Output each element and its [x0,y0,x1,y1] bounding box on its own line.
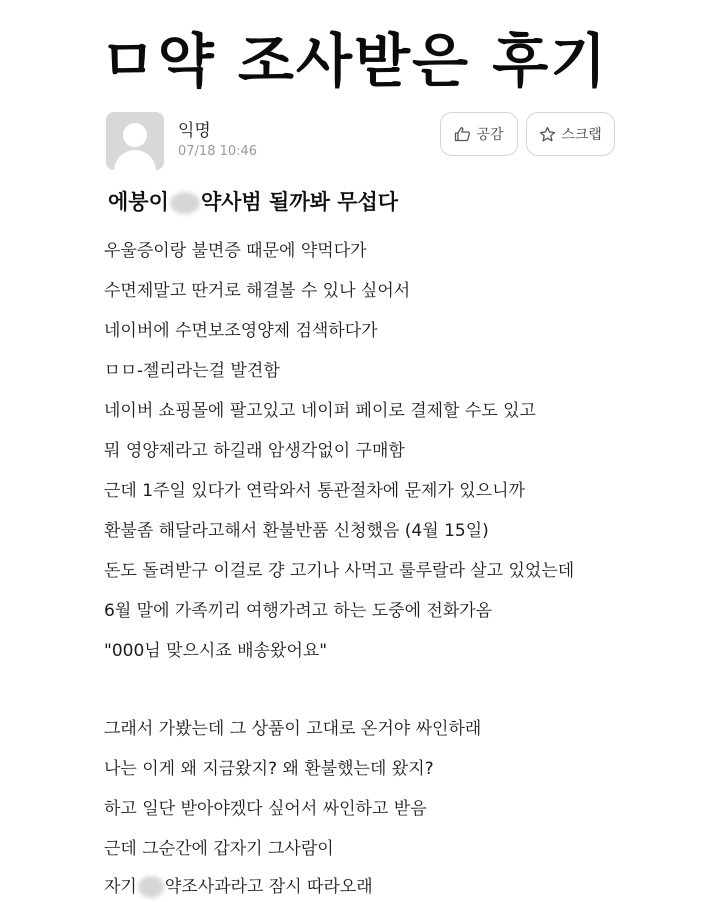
post-body-line: 근데 1주일 있다가 연락와서 통관절차에 문제가 있으니까 [104,481,525,501]
post-body-line: 근데 그순간에 갑자기 그사람이 [104,839,334,859]
like-button[interactable] [440,112,518,156]
post-title-start: 에붕이 [108,190,169,214]
author-name: 익명 [178,121,211,141]
post-title-end: 약사범 될까봐 무섭다 [200,190,399,214]
avatar-head-shape [123,123,147,147]
redacted-blur [170,192,200,214]
post-body-line: 환불좀 해달라고해서 환불반품 신청했음 (4월 15일) [104,521,489,541]
headline: ㅁ약 조사받은 후기 [99,27,609,95]
scrap-button[interactable] [526,112,615,156]
star-icon [539,126,556,143]
post-body-line: 네이버 쇼핑몰에 팔고있고 네이퍼 페이로 결제할 수도 있고 [104,401,536,421]
post-body-line: 네이버에 수면보조영양제 검색하다가 [104,321,378,341]
last-line-end: 약조사과라고 잠시 따라오래 [164,877,373,897]
post-body-line: 나는 이게 왜 지금왔지? 왜 환불했는데 왔지? [104,759,434,779]
post-body-line: 하고 일단 받아야겠다 싶어서 싸인하고 받음 [104,799,427,819]
post-body-last-line [104,872,373,898]
post-body-line: "000님 맞으시죠 배송왔어요" [104,641,328,661]
post-time: 07/18 10:46 [178,144,258,159]
post-body-line: 우울증이랑 불면증 때문에 약먹다가 [104,241,367,261]
scrap-label: 스크랩 [561,127,602,143]
post-body-line: 수면제말고 딴거로 해결볼 수 있나 싶어서 [104,281,411,301]
post-title [108,186,398,216]
like-label: 공감 [476,127,504,143]
thumbs-up-icon [454,126,471,142]
post-body-line: 그래서 가봤는데 그 상품이 고대로 온거야 싸인하래 [104,719,482,739]
post-body-line: ㅁㅁ-젤리라는걸 발견함 [104,361,280,381]
post-body-line: 돈도 돌려받구 이걸로 걍 고기나 사먹고 룰루랄라 살고 있었는데 [104,561,575,581]
redacted-blur [138,876,164,898]
last-line-start: 자기 [104,877,137,897]
avatar [106,112,164,170]
avatar-shoulders-shape [114,150,156,170]
post-body-line: 6월 말에 가족끼리 여행가려고 하는 도중에 전화가옴 [104,601,493,621]
post-body-line: 뭐 영양제라고 하길래 암생각없이 구매함 [104,441,405,461]
